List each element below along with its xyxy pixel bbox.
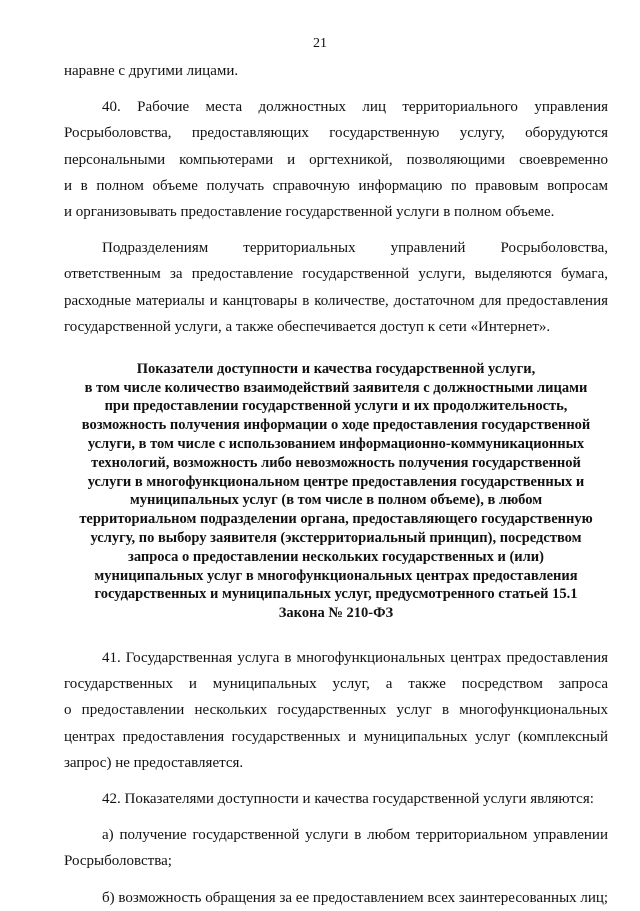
page-number: 21 <box>313 36 327 51</box>
text-line: Росрыболовства, предоставляющих государственную услугу, оборудуются <box>64 125 608 142</box>
document-body <box>64 58 608 911</box>
heading-line: Показатели доступности и качества государственной услуги, <box>136 360 536 377</box>
text-line: Росрыболовства; <box>64 853 172 870</box>
text-line: и организовывать предоставление государственной услуги в полном объеме. <box>64 203 555 220</box>
text-line: б) возможность обращения за ее предоставлением всех заинтересованных лиц; <box>102 889 609 906</box>
heading-line: услугу, по выбору заявителя (экстерриториальный принцип), посредством <box>90 530 582 547</box>
heading-line: возможность получения информации о ходе предоставления государственной <box>81 417 591 434</box>
text-line: центрах предоставления государственных и муниципальных услуг (комплексный <box>64 728 608 745</box>
text-line: персональными компьютерами и оргтехникой, позволяющими своевременно <box>64 151 608 168</box>
heading-line: муниципальных услуг в многофункциональных центрах предоставления <box>94 567 578 584</box>
heading-line: государственных и муниципальных услуг, предусмотренного статьей 15.1 <box>94 586 578 603</box>
text-line: 42. Показателями доступности и качества государственной услуги являются: <box>102 790 594 807</box>
section-heading <box>64 360 608 623</box>
paragraph-42 <box>64 786 608 812</box>
text-line: расходные материалы и канцтовары в количестве, достаточном для предоставления <box>64 292 608 309</box>
heading-line: услуги в многофункциональном центре предоставления государственных и <box>87 473 585 490</box>
text-line: наравне с другими лицами. <box>64 63 239 79</box>
heading-line: при предоставлении государственной услуги и их продолжительность, <box>104 398 568 415</box>
text-line: о предоставлении нескольких государственных услуг в многофункциональных <box>64 702 608 719</box>
text-line: запрос) не предоставляется. <box>64 754 244 771</box>
heading-line: территориальном подразделении органа, предоставляющего государственную <box>79 511 593 528</box>
text-line: государственных и муниципальных услуг, а также посредством запроса <box>64 676 608 693</box>
heading-line: муниципальных услуг (в том числе в полном объеме), в любом <box>129 492 543 509</box>
text-line: ответственным за предоставление государственной услуги, выделяются бумага, <box>64 266 608 283</box>
heading-line: технологий, возможность либо невозможность получения государственной <box>91 454 581 471</box>
paragraph-continuation <box>64 58 608 84</box>
text-line: государственной услуги, а также обеспечивается доступ к сети «Интернет». <box>64 318 551 335</box>
paragraph-40 <box>64 94 608 225</box>
heading-line: запроса о предоставлении нескольких государственных и (или) <box>128 548 544 565</box>
heading-line: Закона № 210-ФЗ <box>278 605 394 622</box>
list-item-a <box>64 822 608 874</box>
text-line: и в полном объеме получать справочную информацию по правовым вопросам <box>64 177 608 194</box>
heading-line: в том числе количество взаимодействий заявителя с должностными лицами <box>84 379 588 396</box>
heading-line: услуги, в том числе с использованием информационно-коммуникационных <box>87 436 585 453</box>
text-line: 41. Государственная услуга в многофункциональных центрах предоставления <box>102 650 608 667</box>
paragraph-subdivisions <box>64 235 608 340</box>
text-line: а) получение государственной услуги в любом территориальном управлении <box>102 827 608 844</box>
paragraph-41 <box>64 645 608 776</box>
text-line: Подразделениям территориальных управлений Росрыболовства, <box>102 240 608 257</box>
list-item-b <box>64 885 608 911</box>
text-line: 40. Рабочие места должностных лиц территориального управления <box>102 99 608 116</box>
